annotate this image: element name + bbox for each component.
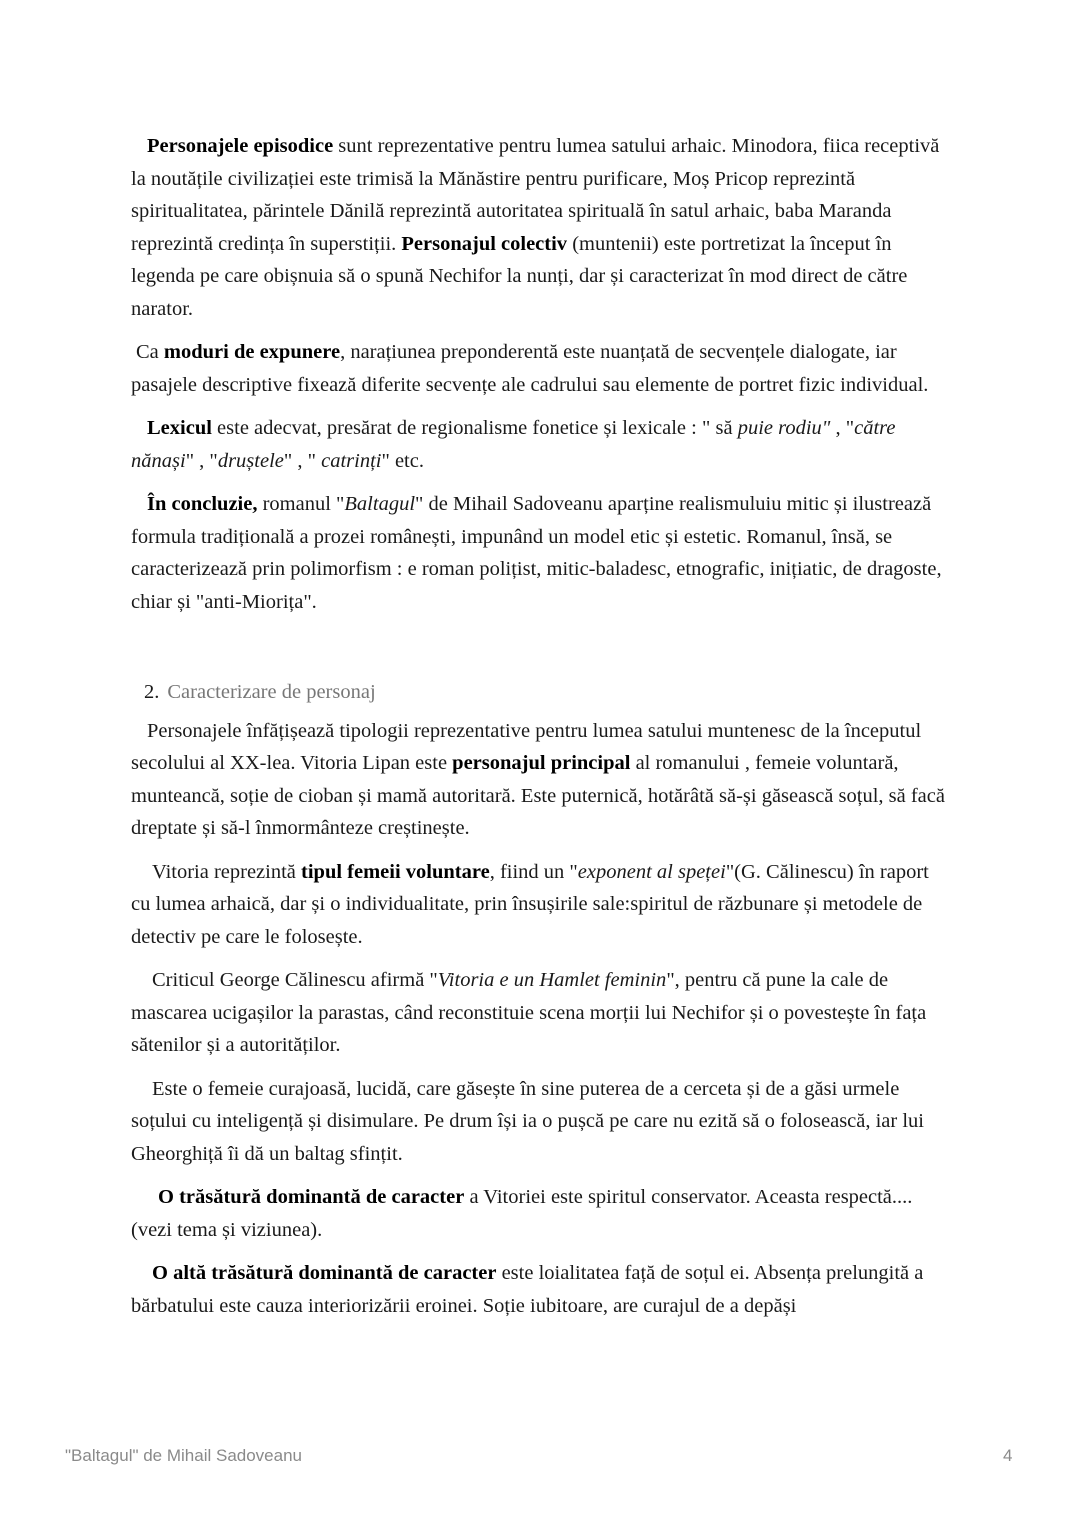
bold-term: personajul principal	[452, 752, 631, 774]
paragraph-text: "(G. Călinescu) în raport cu lumea arhaică, dar și o individualitate, prin însușirile sale:spiritul de răzbunare și metodele de detectiv pe care le folosește.	[131, 860, 929, 948]
bold-term: O altă trăsătură dominantă de caracter	[152, 1262, 497, 1284]
paragraph-exposition-modes	[131, 336, 953, 401]
footer-title: "Baltagul" de Mihail Sadoveanu	[65, 1446, 303, 1465]
bold-term: În concluzie,	[147, 493, 258, 515]
paragraph-typologies	[131, 715, 953, 845]
bold-term: Lexicul	[147, 417, 212, 439]
bold-term: O trăsătură dominantă de caracter	[158, 1186, 465, 1208]
italic-term: exponent al speței	[577, 860, 726, 883]
italic-term: către nănași	[131, 417, 896, 472]
paragraph-text: a Vitoriei este spiritul conservator. Aceasta respectă....(vezi tema și viziunea).	[131, 1186, 913, 1241]
italic-term: Vitoria e un Hamlet feminin	[437, 969, 667, 991]
paragraph-text: , narațiunea preponderentă este nuanțată de secvențele dialogate, iar pasajele descriptive fixează diferite secvențe ale cadrului sau elemente de portret fizic individual.	[131, 341, 929, 396]
paragraph-text: sunt reprezentative pentru lumea satului arhaic. Minodora, fiica receptivă la noutățile civilizației este trimisă la Mănăstire pentru purificare, Moș Pricop reprezintă spiritualitatea, părintele Dănilă reprezintă autoritatea spirituală în satul arhaic, baba Maranda reprezintă credința în superstiții.	[131, 135, 940, 255]
paragraph-text: romanul "	[257, 493, 345, 515]
paragraph-text: Personajele înfățișează tipologii reprezentative pentru lumea satului muntenesc de la începutul secolului al XX-lea. Vitoria Lipan este	[131, 719, 922, 774]
paragraph-text: , "	[830, 417, 855, 439]
italic-term: Baltagul	[344, 493, 416, 515]
paragraph-text: Vitoria reprezintă	[152, 860, 302, 883]
italic-term: druștele	[217, 449, 284, 472]
italic-term: puie rodiu"	[737, 417, 831, 439]
bold-term: Personajul colectiv	[401, 232, 568, 255]
paragraph-text: " , "	[185, 449, 218, 472]
paragraph-text: este adecvat, presărat de regionalisme fonetice și lexicale : " să	[211, 417, 738, 439]
paragraph-text: Este o femeie curajoasă, lucidă, care găsește în sine puterea de a cerceta și de a găsi urmele soțului cu inteligență și disimulare. Pe drum își ia o pușcă pe care nu ezită să o folosească, iar lui Gheorghiță îi dă un baltag sfințit.	[131, 1077, 925, 1165]
paragraph-critic-quote	[131, 964, 953, 1062]
paragraph-text: al romanului , femeie voluntară, munteancă, soție de cioban și mamă autoritară. Este puternică, hotărâtă să-și găsească soțul, să facă dreptate și să-l înmormânteze creștinește.	[131, 752, 945, 839]
paragraph-loyalty	[131, 1257, 953, 1322]
paragraph-lexicon	[131, 412, 953, 477]
bold-term: Personajele episodice	[147, 135, 334, 157]
paragraph-text: Ca	[136, 341, 164, 363]
paragraph-text: este loialitatea față de soțul ei. Absența prelungită a bărbatului este cauza interiorizării eroinei. Soție iubitoare, are curajul de a depăși	[131, 1262, 924, 1317]
section-heading	[144, 676, 953, 709]
bold-term: moduri de expunere	[163, 341, 341, 363]
bold-term: tipul femeii voluntare	[301, 860, 490, 883]
paragraph-voluntary-woman	[131, 856, 953, 954]
page-body	[131, 130, 953, 1333]
paragraph-text: " de Mihail Sadoveanu aparține realismuluiu mitic și ilustrează formula tradițională a prozei românești, impunând un model etic și estetic. Romanul, însă, se caracterizează prin polimorfism : e roman polițist, mitic-baladesc, etnografic, inițiatic, de dragoste, chiar și "anti-Miorița".	[131, 493, 942, 613]
section-title: Caracterizare de personaj	[167, 681, 376, 703]
paragraph-text: Criticul George Călinescu afirmă "	[152, 969, 438, 991]
paragraph-episodic-characters	[131, 130, 953, 325]
paragraph-courage	[131, 1073, 953, 1171]
paragraph-dominant-trait	[131, 1181, 953, 1246]
paragraph-text: " etc.	[381, 449, 424, 472]
paragraph-text: (muntenii) este portretizat la început în legenda pe care obișnuia să o spună Nechifor la nunți, dar și caracterizat în mod direct de către narator.	[131, 232, 908, 320]
paragraph-conclusion	[131, 488, 953, 618]
page-number: 4	[1003, 1446, 1013, 1465]
section-number: 2.	[144, 681, 160, 703]
paragraph-text: , fiind un "	[489, 860, 578, 883]
paragraph-text: ", pentru că pune la cale de mascarea ucigașilor la parastas, când reconstituie scena morții lui Nechifor și o povestește în fața sătenilor și a autorităților.	[131, 969, 927, 1056]
italic-term: catrinți	[321, 449, 382, 472]
paragraph-text: " , "	[283, 449, 322, 472]
